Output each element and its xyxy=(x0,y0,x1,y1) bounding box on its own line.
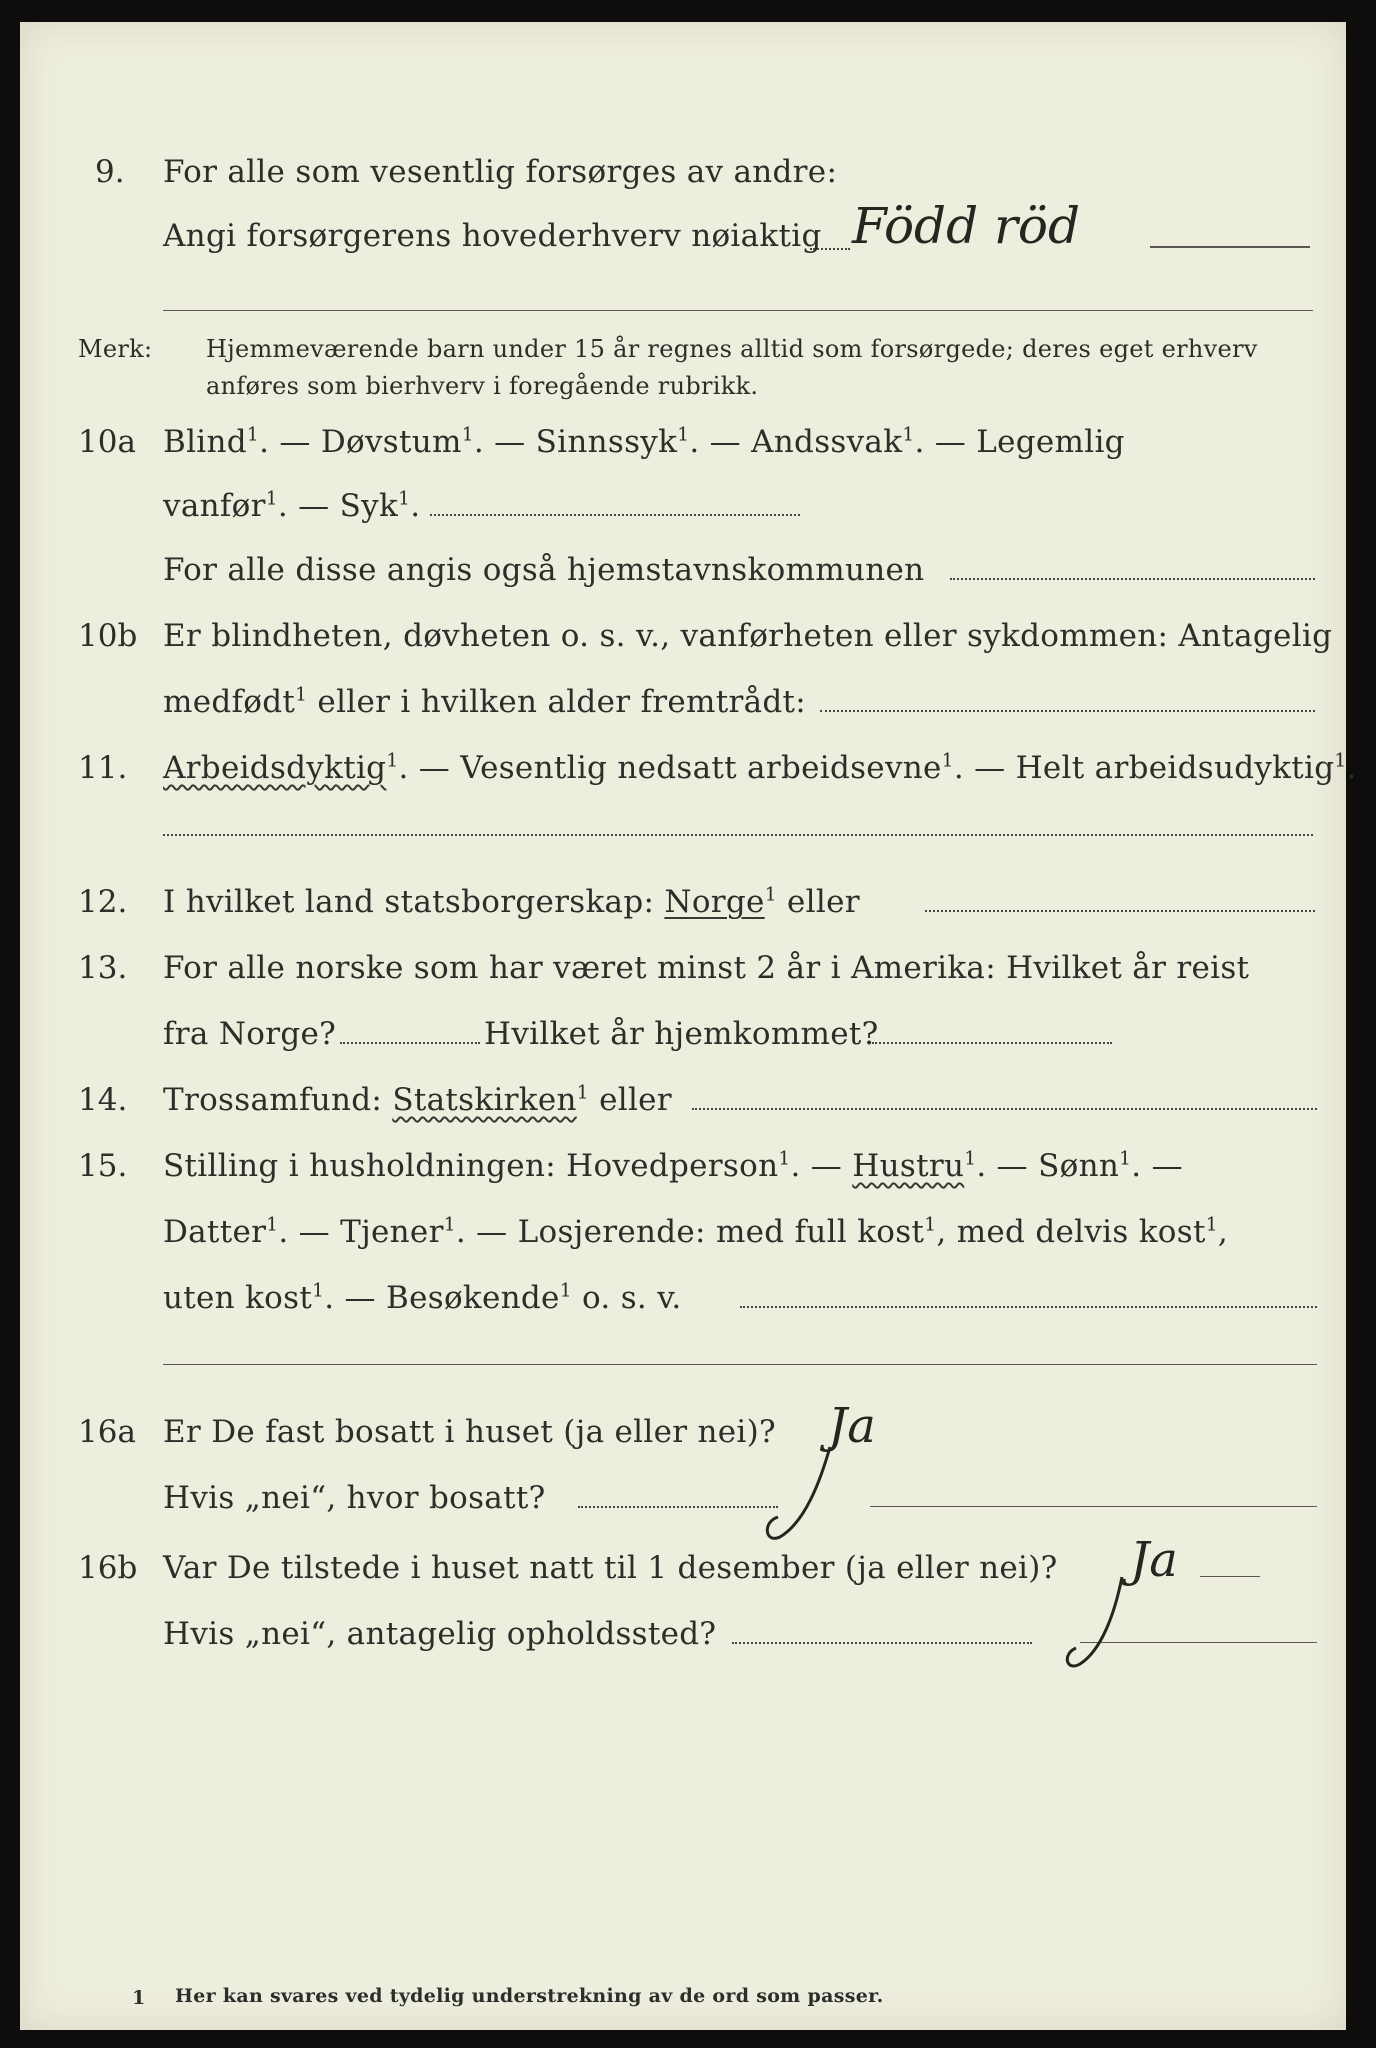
q12-line: I hvilket land statsborgerskap: Norge$^1$ eller xyxy=(163,884,860,920)
q10a-line2-dots xyxy=(430,514,800,516)
q12-dots xyxy=(925,910,1315,912)
option-legemlig: Legemlig xyxy=(976,424,1125,460)
option-udyktig: Helt arbeidsudyktig xyxy=(1015,750,1335,786)
option-arbeidsdyktig-underlined: Arbeidsdyktig xyxy=(163,750,387,786)
q16a-handwritten-answer: Ja xyxy=(828,1398,876,1454)
q14-number: 14. xyxy=(78,1082,128,1118)
q11-extra-dots xyxy=(163,834,1313,836)
q14-eller: eller xyxy=(599,1082,672,1118)
q11-number: 11. xyxy=(78,750,128,786)
q16b-number: 16b xyxy=(78,1550,138,1586)
q9-line1: For alle som vesentlig forsørges av andre: xyxy=(163,154,838,190)
option-datter: Datter xyxy=(163,1214,267,1250)
q13-number: 13. xyxy=(78,950,128,986)
option-blind: Blind xyxy=(163,424,247,460)
q9-answer-dots xyxy=(810,248,850,250)
q15-extra-line xyxy=(163,1364,1317,1365)
q9-answer-line xyxy=(1150,246,1310,248)
merk-line2: anføres som bierhverv i foregående rubrikk. xyxy=(206,372,759,400)
q16b-handwritten-stroke xyxy=(1060,1572,1150,1682)
option-vanfor: vanfør xyxy=(163,488,266,524)
footnote-mark: 1 xyxy=(132,1987,146,2009)
q10a-line2: vanfør$^1$. — Syk$^1$. xyxy=(163,488,421,524)
q12-text: I hvilket land statsborgerskap: xyxy=(163,884,655,920)
q16a-dots xyxy=(578,1506,778,1508)
option-tjener: Tjener xyxy=(340,1214,444,1250)
merk-line1: Hjemmeværende barn under 15 år regnes alltid som forsørgede; deres eget erhverv xyxy=(206,335,1258,363)
q10a-line1: Blind$^1$. — Døvstum$^1$. — Sinnssyk$^1$. — Andssvak$^1$. — Legemlig xyxy=(163,424,1125,460)
option-syk: Syk xyxy=(339,488,399,524)
option-sonn: Sønn xyxy=(1038,1148,1120,1184)
q16a-line2: Hvis „nei“, hvor bosatt? xyxy=(163,1480,546,1516)
census-form-page xyxy=(20,22,1357,2030)
q13-fra-dots xyxy=(340,1042,480,1044)
q16b-handwritten-answer: Ja xyxy=(1130,1532,1178,1588)
q13-hjem-dots xyxy=(872,1042,1112,1044)
q16a-line1: Er De fast bosatt i huset (ja eller nei)? xyxy=(163,1414,776,1450)
q14-text: Trossamfund: xyxy=(163,1082,383,1118)
q16b-line2: Hvis „nei“, antagelig opholdssted? xyxy=(163,1616,717,1652)
q9-extra-line xyxy=(163,310,1313,311)
q13-hjemkommet: Hvilket år hjemkommet? xyxy=(484,1016,879,1052)
footnote-text: Her kan svares ved tydelig understrekning av de ord som passer. xyxy=(175,1985,884,2007)
q12-number: 12. xyxy=(78,884,128,920)
q16a-number: 16a xyxy=(78,1414,136,1450)
merk-label: Merk: xyxy=(78,335,153,363)
q16b-line1: Var De tilstede i huset natt til 1 desember (ja eller nei)? xyxy=(163,1550,1058,1586)
q10a-line3-dots xyxy=(950,578,1315,580)
q9-line2: Angi forsørgerens hovederhverv nøiaktig xyxy=(163,218,822,254)
q16a-handwritten-stroke xyxy=(760,1442,860,1552)
option-statskirken-underlined: Statskirken xyxy=(392,1082,577,1118)
q16b-dots xyxy=(732,1642,1032,1644)
option-delvis-kost: med delvis kost xyxy=(956,1214,1206,1250)
q15-line3: uten kost$^1$. — Besøkende$^1$ o. s. v. xyxy=(163,1280,682,1316)
q15-osv: o. s. v. xyxy=(582,1280,682,1316)
q15-line2: Datter$^1$. — Tjener$^1$. — Losjerende: med full kost$^1$, med delvis kost$^1$, xyxy=(163,1214,1229,1250)
option-besokende: Besøkende xyxy=(386,1280,560,1316)
q15-line1: Stilling i husholdningen: Hovedperson$^1$. — Hustru$^1$. — Sønn$^1$. — xyxy=(163,1148,1183,1184)
q10a-line3: For alle disse angis også hjemstavnskommunen xyxy=(163,552,925,588)
q13-line1: For alle norske som har været minst 2 år i Amerika: Hvilket år reist xyxy=(163,950,1250,986)
q10b-line2: medfødt$^1$ eller i hvilken alder fremtrådt: xyxy=(163,684,807,720)
q10b-line1: Er blindheten, døvheten o. s. v., vanførheten eller sykdommen: Antagelig xyxy=(163,618,1333,654)
option-nedsatt: Vesentlig nedsatt arbeidsevne xyxy=(460,750,942,786)
q15-hovedperson: Stilling i husholdningen: Hovedperson xyxy=(163,1148,779,1184)
q14-dots xyxy=(692,1108,1317,1110)
option-losjerende-full: Losjerende: med full kost xyxy=(517,1214,925,1250)
q15-number: 15. xyxy=(78,1148,128,1184)
q11-line: Arbeidsdyktig$^1$. — Vesentlig nedsatt arbeidsevne$^1$. — Helt arbeidsudyktig$^1$. xyxy=(163,750,1357,786)
option-sinnssyk: Sinnssyk xyxy=(535,424,678,460)
q10b-dots xyxy=(820,710,1315,712)
q13-fra-norge: fra Norge? xyxy=(163,1016,337,1052)
q10a-number: 10a xyxy=(78,424,136,460)
option-dovstum: Døvstum xyxy=(320,424,462,460)
q16b-line1-rule xyxy=(1200,1576,1260,1577)
q9-number: 9. xyxy=(95,154,125,190)
q10b-number: 10b xyxy=(78,618,138,654)
option-hustru-underlined: Hustru xyxy=(852,1148,965,1184)
q10b-line2-rest: eller i hvilken alder fremtrådt: xyxy=(317,684,807,720)
q16a-line xyxy=(870,1506,1317,1507)
option-uten-kost: uten kost xyxy=(163,1280,313,1316)
q14-line: Trossamfund: Statskirken$^1$ eller xyxy=(163,1082,672,1118)
option-norge-underlined: Norge xyxy=(664,884,765,920)
q12-eller: eller xyxy=(787,884,860,920)
option-andssvak: Andssvak xyxy=(751,424,903,460)
q9-handwritten-answer: Född röd xyxy=(852,197,1080,255)
option-medfodt: medfødt xyxy=(163,684,296,720)
q15-dots xyxy=(740,1306,1317,1308)
